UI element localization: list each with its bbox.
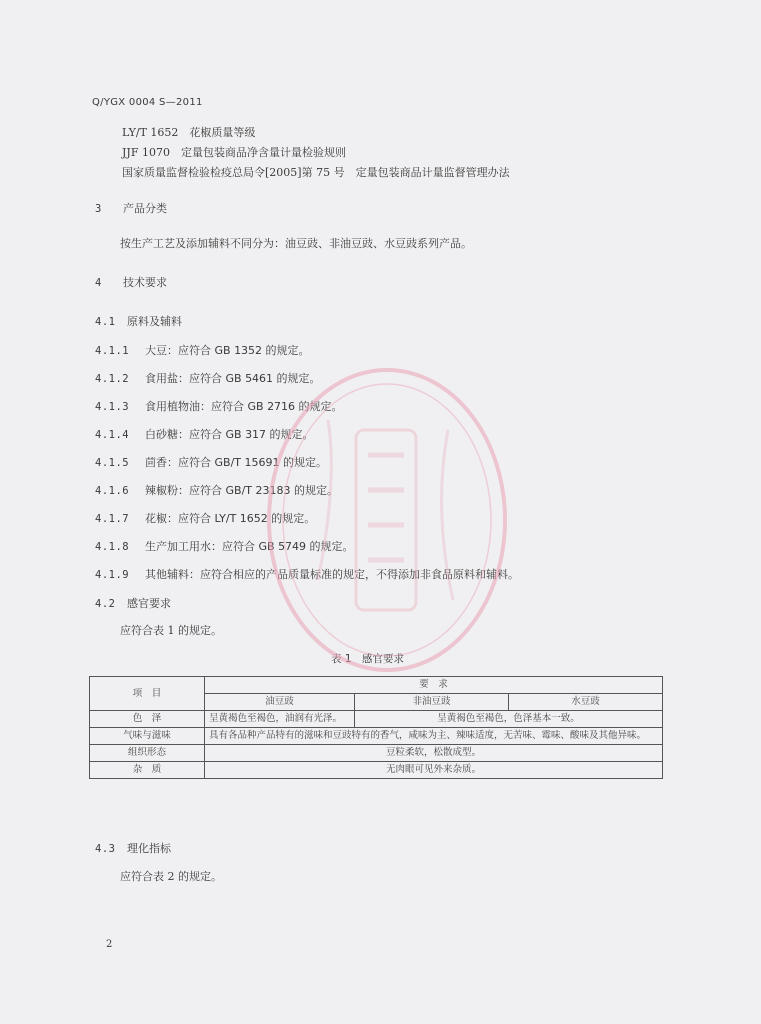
section-title: 感官要求 xyxy=(127,597,171,610)
sensory-requirements-table xyxy=(89,676,663,779)
section-number: 4.3 xyxy=(95,843,116,855)
table-cell: 呈黄褐色至褐色，油润有光泽。 xyxy=(205,711,355,728)
header-item: 项 目 xyxy=(90,677,205,711)
table-row xyxy=(90,728,663,745)
clause-4-1-5 xyxy=(95,456,327,470)
table-row xyxy=(90,762,663,779)
standard-code: Q/YGX 0004 S—2011 xyxy=(92,97,203,108)
clause-4-1-7 xyxy=(95,512,315,526)
section-title: 技术要求 xyxy=(123,276,167,289)
reference-ly-t-1652: LY/T 1652 花椒质量等级 xyxy=(122,126,256,139)
section-title: 理化指标 xyxy=(127,842,171,855)
section-title: 原料及辅料 xyxy=(127,315,182,328)
clause-text: 食用植物油：应符合 GB 2716 的规定。 xyxy=(145,400,343,413)
col-oil-douchi: 油豆豉 xyxy=(205,694,355,711)
section-number: 4 xyxy=(95,277,102,289)
clause-text: 大豆：应符合 GB 1352 的规定。 xyxy=(145,344,310,357)
clause-number: 4.1.2 xyxy=(95,373,130,385)
clause-text: 花椒：应符合 LY/T 1652 的规定。 xyxy=(145,512,316,525)
clause-number: 4.1.5 xyxy=(95,457,130,469)
clause-number: 4.1.8 xyxy=(95,541,130,553)
clause-text: 辣椒粉：应符合 GB/T 23183 的规定。 xyxy=(145,484,338,497)
section-title: 产品分类 xyxy=(123,202,167,215)
table-row xyxy=(90,711,663,728)
section-number: 4.1 xyxy=(95,316,116,328)
clause-number: 4.1.1 xyxy=(95,345,130,357)
clause-4-1-6 xyxy=(95,484,338,498)
col-non-oil-douchi: 非油豆豉 xyxy=(355,694,509,711)
page-number: 2 xyxy=(106,939,113,950)
clause-number: 4.1.9 xyxy=(95,569,130,581)
section-4-3-text: 应符合表 2 的规定。 xyxy=(120,870,222,883)
table-header-row xyxy=(90,677,663,694)
clause-number: 4.1.4 xyxy=(95,429,130,441)
section-number: 4.2 xyxy=(95,598,116,610)
clause-4-1-4 xyxy=(95,428,314,442)
table-1-caption: 表 1 感官要求 xyxy=(331,653,405,665)
section-number: 3 xyxy=(95,203,102,215)
header-requirement: 要 求 xyxy=(205,677,663,694)
table-cell: 豆粒柔软，松散成型。 xyxy=(205,745,663,762)
row-label: 气味与滋味 xyxy=(90,728,205,745)
section-3-text: 按生产工艺及添加辅料不同分为：油豆豉、非油豆豉、水豆豉系列产品。 xyxy=(120,237,472,250)
col-water-douchi: 水豆豉 xyxy=(509,694,663,711)
reference-jjf-1070: JJF 1070 定量包装商品净含量计量检验规则 xyxy=(122,146,346,159)
row-label: 色 泽 xyxy=(90,711,205,728)
clause-number: 4.1.7 xyxy=(95,513,130,525)
reference-aqsiq-order: 国家质量监督检验检疫总局令[2005]第 75 号 定量包装商品计量监督管理办法 xyxy=(122,166,510,179)
clause-number: 4.1.3 xyxy=(95,401,130,413)
clause-text: 其他辅料：应符合相应的产品质量标准的规定，不得添加非食品原料和辅料。 xyxy=(145,568,519,581)
clause-text: 白砂糖：应符合 GB 317 的规定。 xyxy=(145,428,314,441)
clause-text: 茴香：应符合 GB/T 15691 的规定。 xyxy=(145,456,327,469)
section-4-heading xyxy=(95,276,167,290)
section-4-2-text: 应符合表 1 的规定。 xyxy=(120,624,222,637)
table-cell: 无肉眼可见外来杂质。 xyxy=(205,762,663,779)
clause-4-1-8 xyxy=(95,540,354,554)
clause-4-1-2 xyxy=(95,372,321,386)
clause-4-1-1 xyxy=(95,344,310,358)
section-4-2-heading xyxy=(95,597,171,611)
clause-number: 4.1.6 xyxy=(95,485,130,497)
clause-text: 食用盐：应符合 GB 5461 的规定。 xyxy=(145,372,321,385)
row-label: 组织形态 xyxy=(90,745,205,762)
row-label: 杂 质 xyxy=(90,762,205,779)
table-row xyxy=(90,745,663,762)
section-4-1-heading xyxy=(95,315,182,329)
section-4-3-heading xyxy=(95,842,171,856)
clause-text: 生产加工用水：应符合 GB 5749 的规定。 xyxy=(145,540,354,553)
clause-4-1-3 xyxy=(95,400,343,414)
table-cell: 具有各品种产品特有的滋味和豆豉特有的香气，咸味为主、辣味适度，无苦味、霉味、酸味及其他异味。 xyxy=(205,728,663,745)
table-cell: 呈黄褐色至褐色，色泽基本一致。 xyxy=(355,711,663,728)
section-3-heading xyxy=(95,202,167,216)
clause-4-1-9 xyxy=(95,568,519,582)
